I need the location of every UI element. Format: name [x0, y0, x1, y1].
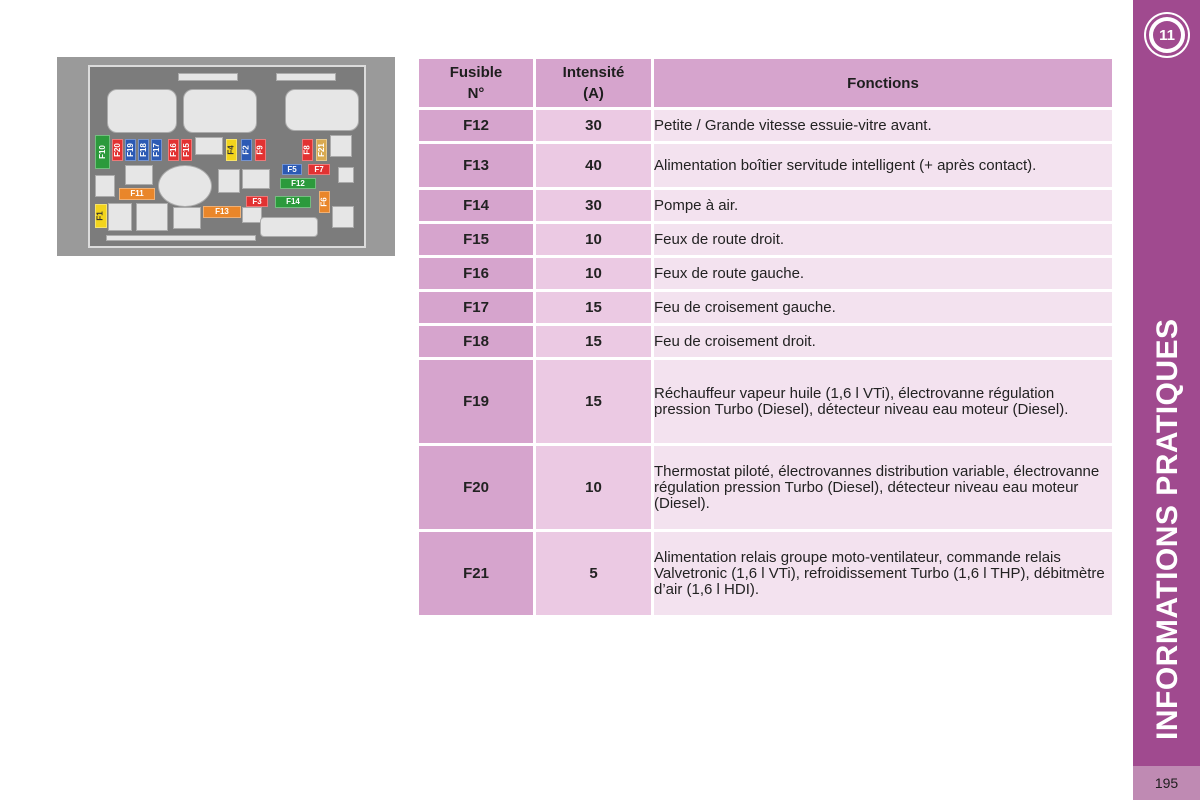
fuse-f21: F21: [316, 139, 327, 161]
table-row: [419, 326, 1112, 357]
table-row: [419, 446, 1112, 529]
fuse-f12: F12: [280, 178, 316, 189]
fuse-number: F13: [419, 144, 533, 187]
fuse-box-housing: [88, 65, 366, 248]
fuse-amperage: 10: [536, 446, 651, 529]
fuse-number: F16: [419, 258, 533, 289]
small-block: [218, 169, 240, 193]
fuse-amperage: 30: [536, 190, 651, 221]
bottom-connector: [260, 217, 318, 237]
small-block: [125, 165, 153, 185]
fuse-function: Feu de croisement droit.: [654, 326, 1112, 357]
fuse-function: Petite / Grande vitesse essuie-vitre avant.: [654, 110, 1112, 141]
header-functions: Fonctions: [654, 59, 1112, 107]
small-block: [173, 207, 201, 229]
table-row: [419, 360, 1112, 443]
bottom-slot: [106, 235, 256, 241]
header-fuse-line1: Fusible: [449, 64, 503, 81]
header-intensity: [536, 59, 651, 107]
fuse-function: Feu de croisement gauche.: [654, 292, 1112, 323]
fuse-f15: F15: [181, 139, 192, 161]
small-block: [242, 207, 262, 223]
relay-block-3: [285, 89, 359, 131]
fuse-number: F15: [419, 224, 533, 255]
header-intensity-line2: (A): [583, 85, 604, 102]
header-fuse: [419, 59, 533, 107]
fuse-amperage: 15: [536, 360, 651, 443]
fuse-function: Alimentation boîtier servitude intelligent (+ après contact).: [654, 144, 1112, 187]
fuse-function: Alimentation relais groupe moto-ventilateur, commande relais Valvetronic (1,6 l VTi), refroidissement Turbo (1,6 l THP), débitmètre d’air (1,6 l HDI).: [654, 532, 1112, 615]
chapter-number: 11: [1153, 21, 1181, 49]
fuse-f7: F7: [308, 164, 330, 175]
fuse-number: F21: [419, 532, 533, 615]
small-block: [338, 167, 354, 183]
small-block: [332, 206, 354, 228]
fuse-f13: F13: [203, 206, 241, 218]
fuse-function: Pompe à air.: [654, 190, 1112, 221]
fuse-amperage: 10: [536, 258, 651, 289]
fuse-number: F20: [419, 446, 533, 529]
fuse-number: F17: [419, 292, 533, 323]
fuse-f4: F4: [226, 139, 237, 161]
fuse-f18: F18: [138, 139, 149, 161]
fuse-amperage: 15: [536, 292, 651, 323]
fuse-f14: F14: [275, 196, 311, 208]
small-block: [330, 135, 352, 157]
oval-connector: [158, 165, 212, 207]
fuse-number: F12: [419, 110, 533, 141]
fuse-f11: F11: [119, 188, 155, 200]
fuse-box-diagram: [57, 57, 395, 256]
header-intensity-line1: Intensité: [562, 64, 625, 81]
fuse-f20: F20: [112, 139, 123, 161]
fuse-f6: F6: [319, 191, 330, 213]
fuse-f17: F17: [151, 139, 162, 161]
top-slot-right: [276, 73, 336, 81]
fuse-amperage: 5: [536, 532, 651, 615]
fuse-f10: F10: [95, 135, 110, 169]
table-row: [419, 190, 1112, 221]
fuse-amperage: 15: [536, 326, 651, 357]
fuse-function: Réchauffeur vapeur huile (1,6 l VTi), électrovanne régulation pression Turbo (Diesel), détecteur niveau eau moteur (Diesel).: [654, 360, 1112, 443]
small-block: [242, 169, 270, 189]
relay-block-1: [107, 89, 177, 133]
fuse-f19: F19: [125, 139, 136, 161]
fuse-number: F19: [419, 360, 533, 443]
fuse-f5: F5: [282, 164, 302, 175]
fuse-function: Feux de route droit.: [654, 224, 1112, 255]
fuse-f3: F3: [246, 196, 268, 207]
fuse-f8: F8: [302, 139, 313, 161]
small-block: [136, 203, 168, 231]
fuse-f9: F9: [255, 139, 266, 161]
fuse-number: F14: [419, 190, 533, 221]
top-slot-left: [178, 73, 238, 81]
chapter-title: INFORMATIONS PRATIQUES: [1151, 318, 1184, 740]
small-block: [95, 175, 115, 197]
fuse-number: F18: [419, 326, 533, 357]
fuse-f1: F1: [95, 204, 107, 228]
table-row: [419, 532, 1112, 615]
fuse-amperage: 10: [536, 224, 651, 255]
page-number: 195: [1133, 766, 1200, 800]
fuse-function: Feux de route gauche.: [654, 258, 1112, 289]
small-block: [108, 203, 132, 231]
fuse-amperage: 40: [536, 144, 651, 187]
table-row: [419, 258, 1112, 289]
table-header-row: [419, 59, 1112, 107]
fuse-function: Thermostat piloté, électrovannes distribution variable, électrovanne régulation pression Turbo (Diesel), détecteur niveau eau moteur (Diesel).: [654, 446, 1112, 529]
fuse-f2: F2: [241, 139, 252, 161]
table-row: [419, 144, 1112, 187]
table-row: [419, 110, 1112, 141]
chapter-badge: [1146, 14, 1188, 56]
fuse-table: [416, 56, 1115, 618]
header-fuse-line2: N°: [467, 85, 485, 102]
small-block: [195, 137, 223, 155]
fuse-f16: F16: [168, 139, 179, 161]
fuse-amperage: 30: [536, 110, 651, 141]
relay-block-2: [183, 89, 257, 133]
table-row: [419, 224, 1112, 255]
table-row: [419, 292, 1112, 323]
